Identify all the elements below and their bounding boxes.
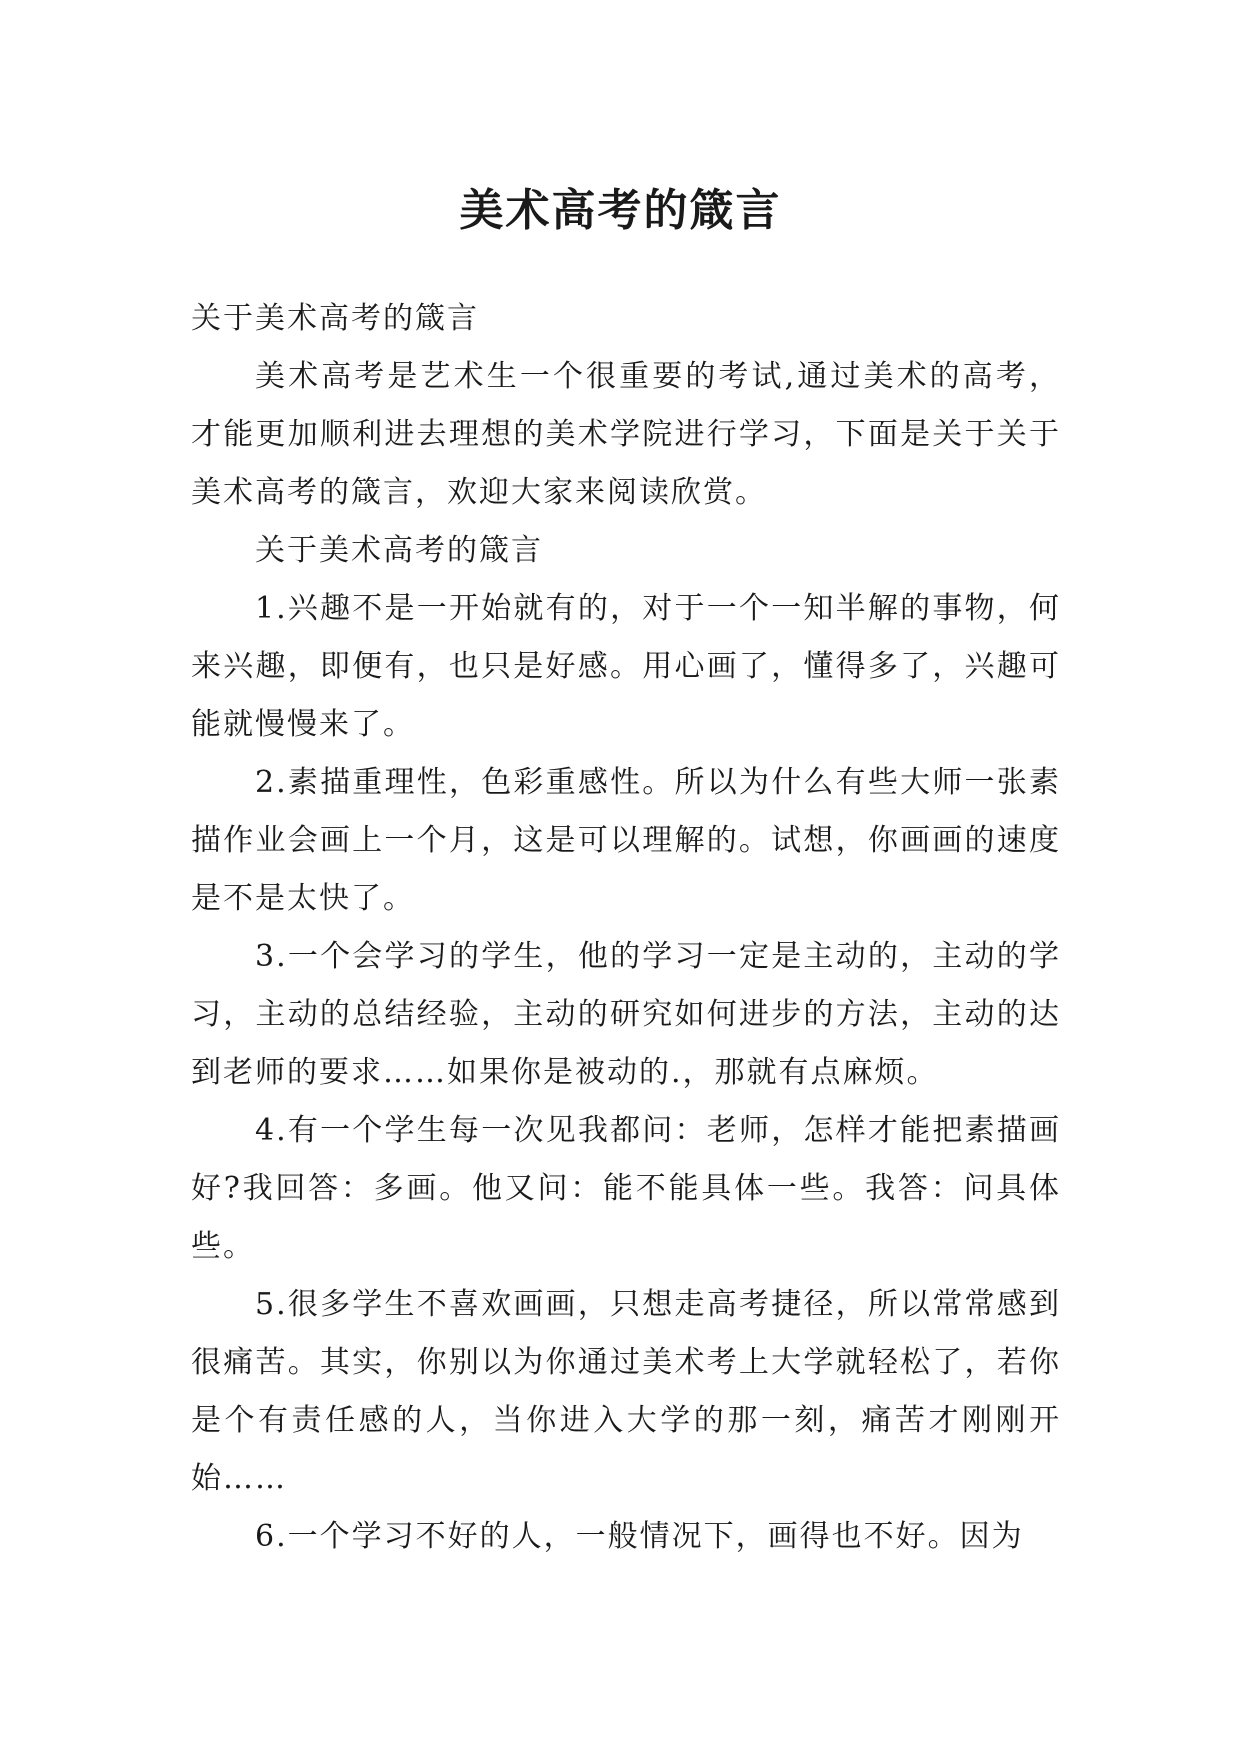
paragraph-subheading: 关于美术高考的箴言	[255, 533, 543, 568]
document-body	[191, 290, 1061, 1566]
paragraph-intro: 美术高考是艺术生一个很重要的考试,通过美术的高考，才能更加顺利进去理想的美术学院进行学习，下面是关于关于美术高考的箴言，欢迎大家来阅读欣赏。	[191, 359, 1061, 510]
paragraph-item-3: 3.一个会学习的学生，他的学习一定是主动的，主动的学习，主动的总结经验，主动的研究如何进步的方法，主动的达到老师的要求……如果你是被动的.，那就有点麻烦。	[191, 939, 1061, 1090]
paragraph-item-1: 1.兴趣不是一开始就有的，对于一个一知半解的事物，何来兴趣，即便有，也只是好感。用心画了，懂得多了，兴趣可能就慢慢来了。	[191, 591, 1061, 742]
paragraph-heading: 关于美术高考的箴言	[191, 301, 479, 336]
document-title: 美术高考的箴言	[459, 185, 782, 237]
paragraph-item-6: 6.一个学习不好的人，一般情况下，画得也不好。因为	[255, 1519, 1024, 1554]
paragraph-item-4: 4.有一个学生每一次见我都问：老师，怎样才能把素描画好?我回答：多画。他又问：能不能具体一些。我答：问具体些。	[191, 1113, 1061, 1264]
paragraph-item-5: 5.很多学生不喜欢画画，只想走高考捷径，所以常常感到很痛苦。其实，你别以为你通过美术考上大学就轻松了，若你是个有责任感的人，当你进入大学的那一刻，痛苦才刚刚开始……	[191, 1287, 1061, 1496]
paragraph-item-2: 2.素描重理性，色彩重感性。所以为什么有些大师一张素描作业会画上一个月，这是可以理解的。试想，你画画的速度是不是太快了。	[191, 765, 1061, 916]
